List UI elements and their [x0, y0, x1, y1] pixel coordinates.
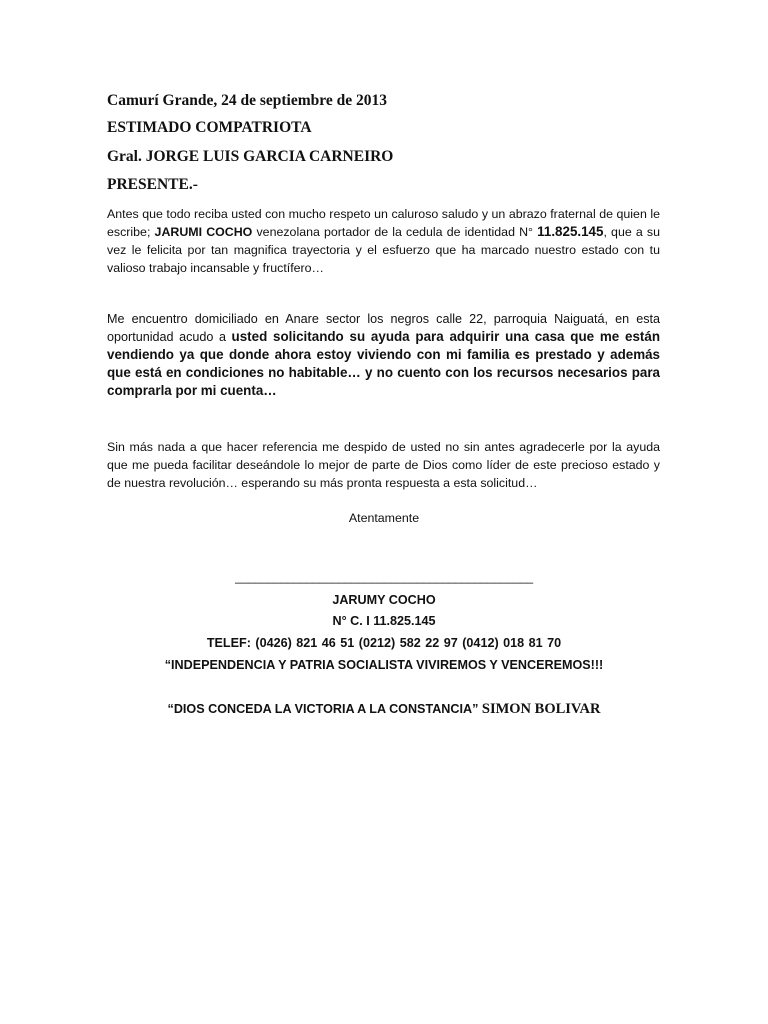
signature-id: N° C. I 11.825.145 — [332, 614, 436, 628]
present-line: PRESENTE.- — [107, 176, 198, 193]
signature-slogan: “INDEPENDENCIA Y PATRIA SOCIALISTA VIVIREMOS Y VENCEREMOS!!! — [164, 658, 604, 672]
place-date: Camurí Grande, 24 de septiembre de 2013 — [107, 92, 387, 109]
motto-author: SIMON BOLIVAR — [481, 701, 601, 717]
sender-name: JARUMI COCHO — [154, 225, 253, 239]
p2-text-1: Me encuentro domiciliado en Anare sector los negros calle 22, parroquia Naiguatá, en esta oportunidad acudo a — [107, 312, 660, 344]
signature-line: ______________________________________________ — [235, 570, 533, 584]
paragraph-request — [107, 310, 660, 400]
p1-text-2: venezolana portador de la cedula de identidad N° — [252, 225, 538, 239]
p2-request-bold: usted solicitando su ayuda para adquirir una casa que me están vendiendo ya que donde ahora estoy viviendo con mi familia es prestado y además que está en condiciones no habitable… y no cuento con los recursos necesarios para comprarla por mi cuenta… — [107, 329, 661, 398]
motto — [0, 701, 768, 718]
closing: Atentamente — [348, 511, 420, 525]
id-number: 11.825.145 — [537, 224, 604, 239]
motto-quote: “DIOS CONCEDA LA VICTORIA A LA CONSTANCIA” — [167, 702, 482, 716]
paragraph-farewell: Sin más nada a que hacer referencia me despido de usted no sin antes agradecerle por la ayuda que me pueda facilitar deseándole lo mejor de parte de Dios como líder de este precioso estado y de nuestra revolución… esperando su más pronta respuesta a esta solicitud… — [107, 440, 660, 490]
signature-phones: TELEF: (0426) 821 46 51 (0212) 582 22 97 (0412) 018 81 70 — [206, 636, 562, 650]
signature-name: JARUMY COCHO — [332, 593, 436, 607]
greeting: ESTIMADO COMPATRIOTA — [107, 119, 312, 136]
p1-text-3: , que a su vez le felicita por tan magnifica trayectoria y el esfuerzo que ha marcado nuestro estado con tu valioso trabajo incansable y fructífero… — [107, 225, 661, 275]
recipient: Gral. JORGE LUIS GARCIA CARNEIRO — [107, 148, 394, 165]
paragraph-greeting — [107, 205, 660, 277]
p1-text-1: Antes que todo reciba usted con mucho respeto un caluroso saludo y un abrazo fraternal de quien le escribe; — [107, 207, 660, 239]
